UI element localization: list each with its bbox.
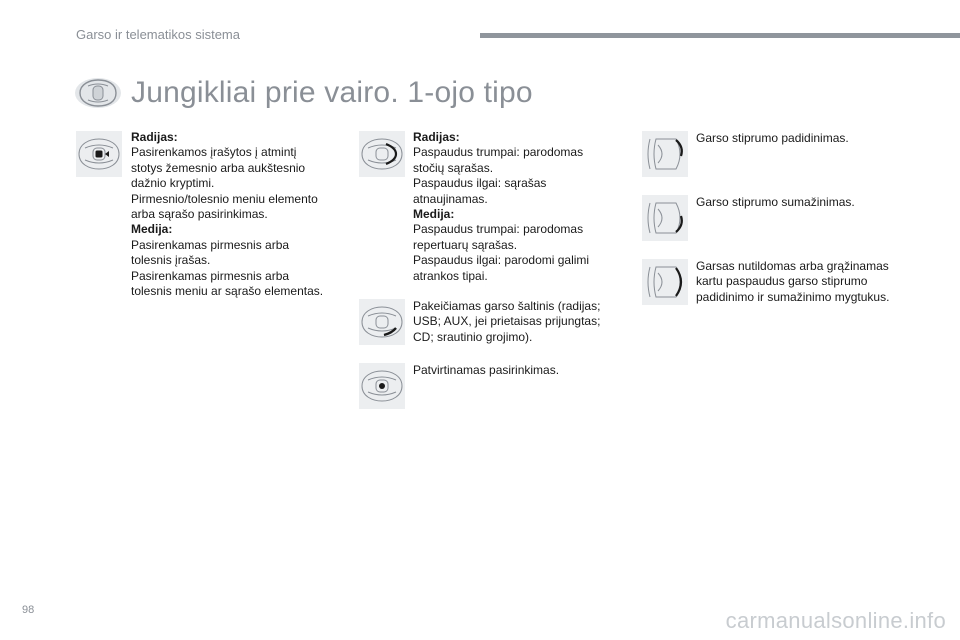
text-line: Pirmesnio/tolesnio meniu elemento (131, 191, 318, 206)
watermark: carmanualsonline.info (725, 608, 946, 633)
item-text (413, 363, 643, 378)
item-text (696, 195, 926, 210)
text-line: USB; AUX, jei prietaisas prijungtas; (413, 314, 601, 329)
section-name: Garso ir telematikos sistema (76, 27, 240, 42)
item-text (696, 131, 926, 146)
page-title: Jungikliai prie vairo. 1-ojo tipo (131, 76, 533, 109)
text-line: tolesnis įrašas. (131, 253, 211, 268)
block-heading: Radijas: (413, 130, 460, 144)
text-line: Paspaudus trumpai: parodomas (413, 145, 584, 160)
text-line: Patvirtinamas pasirinkimas. (413, 363, 560, 377)
text-line: stotys žemesnio arba aukštesnio (131, 160, 306, 175)
steering-control-icon (74, 76, 122, 110)
text-line: padidinimo ir sumažinimo mygtukus. (696, 289, 890, 304)
text-line: tolesnis meniu ar sąrašo elementas. (131, 284, 324, 299)
item-text (131, 130, 361, 299)
item-text (696, 259, 926, 305)
text-line: Pasirenkamas pirmesnis arba (131, 237, 290, 252)
text-line: atnaujinamas. (413, 191, 488, 206)
steering-left-control-icon (76, 131, 122, 177)
item-text (413, 130, 643, 284)
text-line: Paspaudus ilgai: sąrašas (413, 176, 547, 191)
text-line: Pakeičiamas garso šaltinis (radijas; (413, 299, 601, 313)
steering-left-control-icon (359, 299, 405, 345)
block-heading: Medija: (413, 207, 455, 222)
text-line: Pasirenkamos įrašytos į atmintį (131, 145, 297, 160)
text-line: Paspaudus trumpai: parodomas (413, 222, 584, 237)
text-line: Garsas nutildomas arba grąžinamas (696, 259, 889, 273)
text-line: Pasirenkamas pirmesnis arba (131, 268, 290, 283)
steering-left-control-icon (359, 131, 405, 177)
text-line: dažnio kryptimi. (131, 176, 215, 191)
steering-right-control-icon (642, 195, 688, 241)
text-line: Garso stiprumo padidinimas. (696, 131, 849, 145)
header-rule (480, 33, 960, 38)
text-line: atrankos tipai. (413, 268, 488, 283)
text-line: CD; srautinio grojimo). (413, 329, 533, 344)
item-text (413, 299, 643, 345)
page-number: 98 (22, 604, 35, 616)
block-heading: Medija: (131, 222, 173, 237)
text-line: Garso stiprumo sumažinimas. (696, 195, 855, 209)
text-line: kartu paspaudus garso stiprumo (696, 274, 868, 289)
text-line: repertuarų sąrašas. (413, 237, 518, 252)
steering-left-control-icon (359, 363, 405, 409)
steering-right-control-icon (642, 131, 688, 177)
text-line: arba sąrašo pasirinkimas. (131, 207, 268, 222)
text-line: stočių sąrašas. (413, 160, 494, 175)
steering-right-control-icon (642, 259, 688, 305)
text-line: Paspaudus ilgai: parodomi galimi (413, 253, 590, 268)
block-heading: Radijas: (131, 130, 178, 144)
